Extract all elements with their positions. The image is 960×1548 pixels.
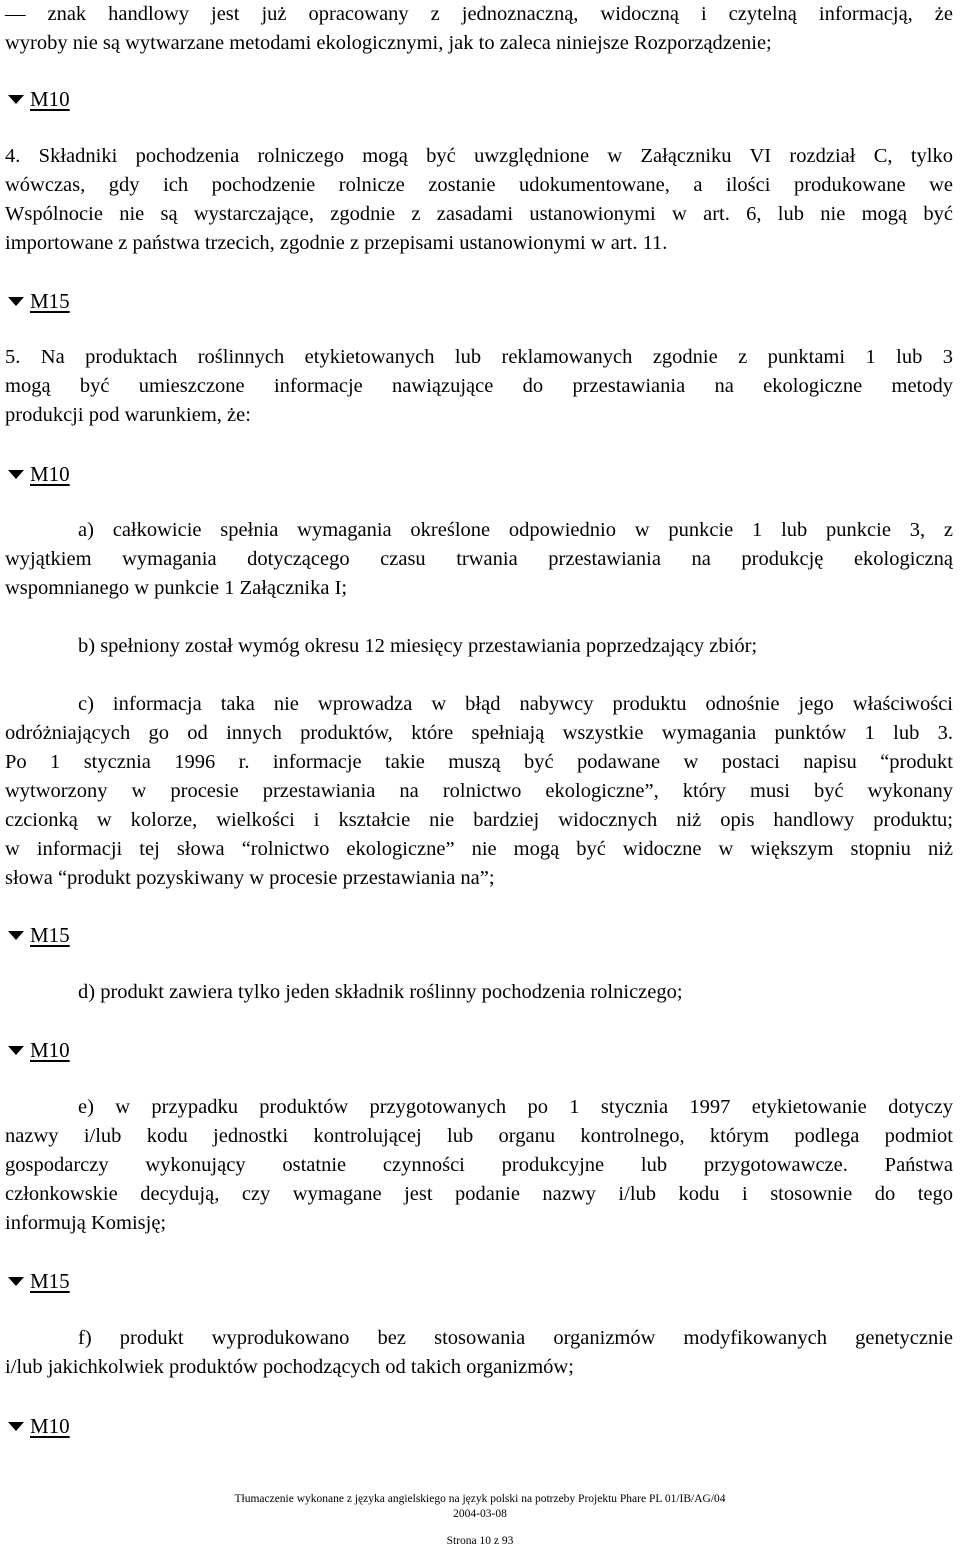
amendment-marker[interactable] xyxy=(8,1411,70,1441)
footer-date: 2004-03-08 xyxy=(453,1508,507,1520)
text-line: nazwy i/lub kodu jednostki kontrolującej lub organu kontrolnego, którym podlega podmiot xyxy=(5,1125,953,1147)
text-line: wyroby nie są wytwarzane metodami ekologicznymi, jak to zaleca niniejsze Rozporządzenie; xyxy=(5,32,772,54)
text-line: a) całkowicie spełnia wymagania określone odpowiednio w punkcie 1 lub punkcie 3, z xyxy=(78,519,953,541)
text-line: — znak handlowy jest już opracowany z jednoznaczną, widoczną i czytelną informacją, że xyxy=(5,3,953,25)
triangle-down-icon xyxy=(8,931,24,940)
text-line: produkcji pod warunkiem, że: xyxy=(5,404,251,426)
item-e xyxy=(5,1093,953,1238)
text-line: wówczas, gdy ich pochodzenie rolnicze zostanie udokumentowane, a ilości produkowane we xyxy=(5,174,953,196)
text-line: informują Komisję; xyxy=(5,1212,167,1234)
text-line: importowane z państwa trzecich, zgodnie z przepisami ustanowionymi w art. 11. xyxy=(5,232,668,254)
paragraph-trademark xyxy=(5,0,953,58)
text-line: 5. Na produktach roślinnych etykietowanych lub reklamowanych zgodnie z punktami 1 lub 3 xyxy=(5,346,953,368)
text-line: w informacji tej słowa “rolnictwo ekologiczne” nie mogą być widoczne w większym stopniu niż xyxy=(5,838,953,860)
text-line: 4. Składniki pochodzenia rolniczego mogą być uwzględnione w Załączniku VI rozdział C, tylko xyxy=(5,145,953,167)
marker-label: M10 xyxy=(30,1037,70,1062)
triangle-down-icon xyxy=(8,1277,24,1286)
text-line: wytworzony w procesie przestawiania na rolnictwo ekologiczne”, który musi być wykonany xyxy=(5,780,953,802)
text-line: czcionką w kolorze, wielkości i kształcie nie bardziej widocznych niż opis handlowy produktu; xyxy=(5,809,953,831)
triangle-down-icon xyxy=(8,95,24,104)
text-line: Po 1 stycznia 1996 r. informacje takie muszą być podawane w postaci napisu “produkt xyxy=(5,751,953,773)
text-line: członkowskie decydują, czy wymagane jest podanie nazwy i/lub kodu i stosownie do tego xyxy=(5,1183,953,1205)
amendment-marker[interactable] xyxy=(8,920,70,950)
text-line: słowa “produkt pozyskiwany w procesie przestawiania na”; xyxy=(5,867,495,889)
paragraph-5 xyxy=(5,343,953,430)
text-line: wspomnianego w punkcie 1 Załącznika I; xyxy=(5,577,348,599)
text-line: f) produkt wyprodukowano bez stosowania organizmów modyfikowanych genetycznie xyxy=(78,1327,953,1349)
text-line: b) spełniony został wymóg okresu 12 miesięcy przestawiania poprzedzający zbiór; xyxy=(78,635,758,657)
marker-label: M10 xyxy=(30,86,70,111)
text-line: d) produkt zawiera tylko jeden składnik roślinny pochodzenia rolniczego; xyxy=(78,981,683,1003)
triangle-down-icon xyxy=(8,470,24,479)
amendment-marker[interactable] xyxy=(8,459,70,489)
marker-label: M10 xyxy=(30,461,70,486)
page-number: Strona 10 z 93 xyxy=(446,1535,514,1547)
item-f xyxy=(5,1324,953,1382)
paragraph-4 xyxy=(5,142,953,258)
amendment-marker[interactable] xyxy=(8,84,70,114)
text-line: c) informacja taka nie wprowadza w błąd nabywcy produktu odnośnie jego właściwości xyxy=(78,693,953,715)
item-d xyxy=(5,978,953,1007)
item-c xyxy=(5,690,953,893)
marker-label: M15 xyxy=(30,288,70,313)
text-line: i/lub jakichkolwiek produktów pochodzących od takich organizmów; xyxy=(5,1356,574,1378)
amendment-marker[interactable] xyxy=(8,1035,70,1065)
triangle-down-icon xyxy=(8,1422,24,1431)
text-line: gospodarczy wykonujący ostatnie czynności produkcyjne lub przygotowawcze. Państwa xyxy=(5,1154,953,1176)
amendment-marker[interactable] xyxy=(8,286,70,316)
marker-label: M15 xyxy=(30,922,70,947)
amendment-marker[interactable] xyxy=(8,1266,70,1296)
text-line: e) w przypadku produktów przygotowanych po 1 stycznia 1997 etykietowanie dotyczy xyxy=(78,1096,953,1118)
text-line: Wspólnocie nie są wystarczające, zgodnie z zasadami ustanowionymi w art. 6, lub nie mogą być xyxy=(5,203,953,225)
text-line: mogą być umieszczone informacje nawiązujące do przestawiania na ekologiczne metody xyxy=(5,375,953,397)
text-line: odróżniających go od innych produktów, które spełniają wszystkie wymagania punktów 1 lub 3. xyxy=(5,722,953,744)
triangle-down-icon xyxy=(8,297,24,306)
triangle-down-icon xyxy=(8,1046,24,1055)
marker-label: M10 xyxy=(30,1413,70,1438)
text-line: wyjątkiem wymagania dotyczącego czasu trwania przestawiania na produkcję ekologiczną xyxy=(5,548,953,570)
marker-label: M15 xyxy=(30,1268,70,1293)
item-b xyxy=(5,632,953,661)
item-a xyxy=(5,516,953,603)
footer-translation-note: Tłumaczenie wykonane z języka angielskiego na język polski na potrzeby Projektu Phare PL 01/IB/AG/04 xyxy=(234,1493,726,1505)
